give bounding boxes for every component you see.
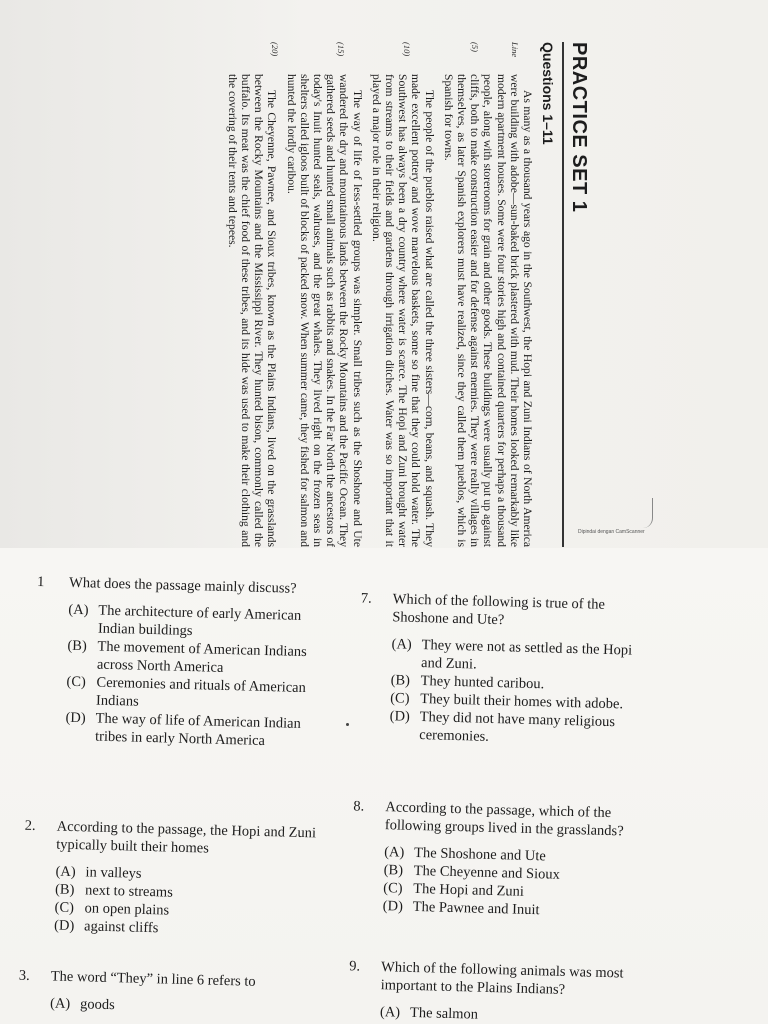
question-2 bbox=[22, 817, 325, 942]
question-stem: What does the passage mainly discuss? bbox=[68, 574, 297, 597]
question-stem: Which of the following animals was most important to the Plains Indians? bbox=[380, 959, 624, 998]
question-stem: The word “They” in line 6 refers to bbox=[50, 968, 256, 990]
scanner-watermark: Dipindai dengan CamScanner bbox=[578, 529, 645, 535]
stray-mark bbox=[346, 723, 349, 726]
question-number: 7. bbox=[360, 590, 372, 607]
option-d[interactable]: (D) They did not have many religious ceremonies. bbox=[389, 708, 616, 745]
option-c[interactable]: (C) on open plains bbox=[54, 899, 170, 919]
option-c[interactable]: (C) The Hopi and Zuni bbox=[383, 880, 525, 900]
option-d[interactable]: (D) against cliffs bbox=[53, 917, 159, 937]
option-d[interactable]: (D) The Pawnee and Inuit bbox=[382, 898, 540, 919]
question-9 bbox=[348, 957, 650, 1024]
reading-passage bbox=[226, 42, 534, 547]
option-a[interactable]: (A) The Shoshone and Ute bbox=[383, 844, 547, 865]
question-number: 8. bbox=[353, 798, 365, 815]
question-7 bbox=[357, 589, 651, 750]
question-number: 9. bbox=[348, 958, 361, 975]
line-marker-20: (20) bbox=[270, 42, 280, 57]
option-a[interactable]: (A) They were not as settled as the Hopi and Zuni. bbox=[391, 636, 633, 673]
passage-block bbox=[130, 42, 590, 547]
question-stem: According to the passage, which of the following groups lived in the grasslands? bbox=[384, 799, 624, 840]
question-8 bbox=[351, 797, 644, 922]
option-c[interactable]: (C) Ceremonies and rituals of American Indians bbox=[66, 673, 307, 710]
option-c[interactable]: (C) They built their homes with adobe. bbox=[389, 690, 624, 713]
option-b[interactable]: (B) They hunted caribou. bbox=[390, 672, 545, 693]
page-corner-curl bbox=[640, 498, 653, 528]
question-number: 3. bbox=[18, 967, 30, 984]
practice-set-title: PRACTICE SET 1 bbox=[562, 42, 590, 547]
line-marker-label: Line bbox=[510, 42, 520, 58]
passage-paragraph-1: As many as a thousand years ago in the Southwest, the Hopi and Zuni Indians of North America were building with adobe—sun-baked brick plastered with mud. Their homes looked remarkably like modern apartment houses. Some were four stories high and contained quarters for perhaps a thousand people, along with storerooms for grain and other goods. These buildings were usually put up against cliffs, both to make construction easier and for defense against enemies. They were really villages in themselves, as later Spanish explorers must have realized, since they called them pueblos, which is Spanish for towns. bbox=[441, 74, 534, 547]
passage-paragraph-3: The way of life of less-settled groups was simpler. Small tribes such as the Shoshone and Ute wandered the dry and mountainous lands between the Rocky Mountains and the Pacific Ocean. They gathered seeds and hunted small animals such as rabbits and snakes. In the Far North the ancestors of today's Inuit hunted seals, walruses, and the great whales. They lived right on the frozen seas in shelters called igloos built of blocks of packed snow. When summer came, they fished for salmon and hunted the lordly caribou. bbox=[284, 74, 364, 547]
line-marker-10: (10) bbox=[402, 42, 412, 57]
passage-paragraph-2: The people of the pueblos raised what are called the three sisters—corn, beans, and squash. They made excellent pottery and wove marvelous baskets, some so fine that they could hold water. The Southwest has always been a dry country where water is scarce. The Hopi and Zuni brought water from streams to their fields and gardens through irrigation ditches. Water was so important that it played a major role in their religion. bbox=[369, 74, 436, 547]
option-b[interactable]: (B) The movement of American Indians across North America bbox=[67, 637, 307, 676]
questions-page bbox=[0, 548, 768, 1024]
option-a[interactable]: (A) goods bbox=[49, 995, 115, 1014]
option-a[interactable]: (A) in valleys bbox=[55, 863, 142, 882]
option-a[interactable]: (A) The architecture of early American Indian buildings bbox=[68, 601, 302, 640]
option-b[interactable]: (B) The Cheyenne and Sioux bbox=[383, 862, 561, 883]
passage-paragraph-4: The Cheyenne, Pawnee, and Sioux tribes, known as the Plains Indians, lived on the grasslands between the Rocky Mountains and the Mississippi River. They hunted bison, commonly called the buffalo. Its meat was the chief food of these tribes, and its hide was used to make their clothing and the covering of their tents and tepees. bbox=[225, 74, 279, 547]
questions-range-subtitle: Questions 1–11 bbox=[540, 42, 556, 145]
question-1 bbox=[33, 573, 327, 752]
question-stem: Which of the following is true of the Shoshone and Ute? bbox=[392, 591, 606, 629]
option-b[interactable]: (B) next to streams bbox=[54, 881, 174, 901]
line-marker-15: (15) bbox=[336, 42, 346, 57]
option-a[interactable]: (A) The salmon bbox=[379, 1004, 479, 1023]
option-d[interactable]: (D) The way of life of American Indian tribes in early North America bbox=[65, 709, 302, 749]
question-stem: According to the passage, the Hopi and Zuni typically built their homes bbox=[56, 818, 317, 857]
line-marker-5: (5) bbox=[470, 42, 480, 52]
question-3 bbox=[18, 967, 319, 1020]
question-number: 1 bbox=[36, 573, 45, 591]
question-number: 2. bbox=[24, 817, 36, 835]
